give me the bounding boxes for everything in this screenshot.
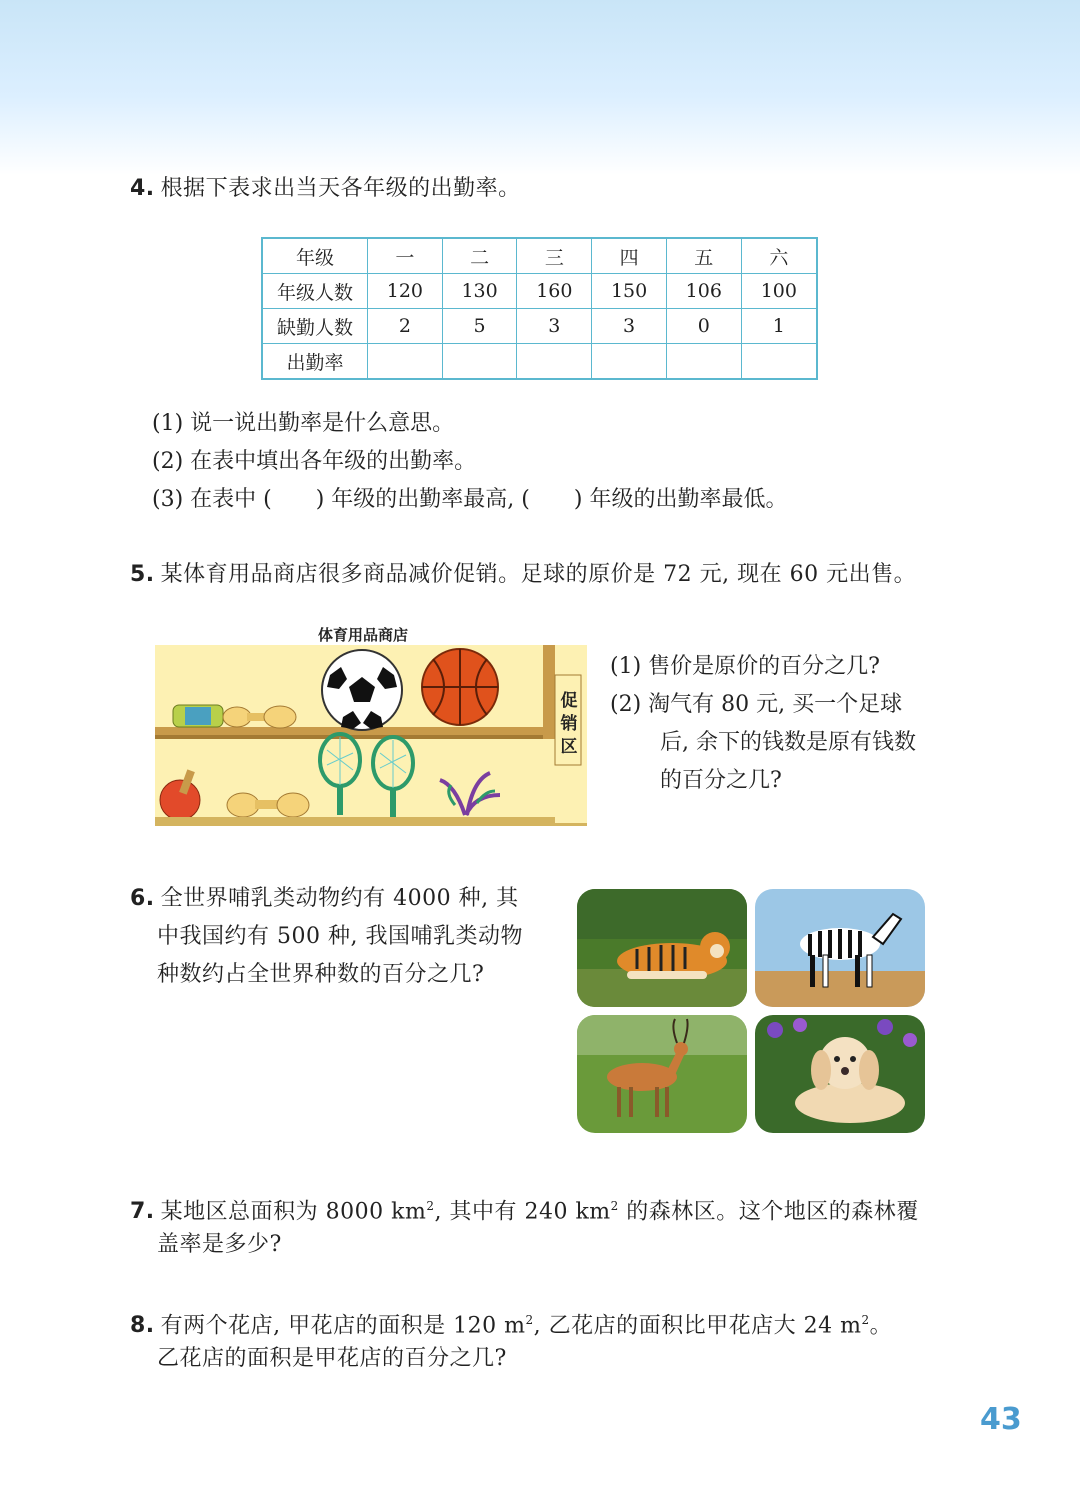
- q4-number: 4.: [130, 176, 155, 201]
- page-number: 43: [980, 1402, 1022, 1437]
- table-cell: 130: [442, 274, 517, 309]
- table-cell: 106: [666, 274, 741, 309]
- q7-line1: [130, 1187, 919, 1231]
- antelope-photo: [577, 1015, 747, 1133]
- header-band: [0, 0, 1080, 175]
- q4-sub3: (3) 在表中 ( ) 年级的出勤率最高, ( ) 年级的出勤率最低。: [152, 487, 788, 512]
- q7-superscript: 2: [610, 1199, 619, 1213]
- tiger-photo: [577, 889, 747, 1007]
- q6-text-line1: 全世界哺乳类动物约有 4000 种, 其: [160, 886, 519, 911]
- q6-number: 6.: [130, 886, 155, 911]
- q5-sub1: (1) 售价是原价的百分之几?: [610, 654, 880, 679]
- table-row: [262, 274, 817, 309]
- table-row: [262, 309, 817, 344]
- table-row: [262, 238, 817, 274]
- q8-superscript: 2: [861, 1313, 870, 1327]
- q4-sub2: (2) 在表中填出各年级的出勤率。: [152, 449, 477, 474]
- table-cell: 2: [368, 309, 443, 344]
- store-title: 体育用品商店: [318, 626, 409, 644]
- q5-sub2-line1: (2) 淘气有 80 元, 买一个足球: [610, 692, 903, 717]
- q7-line2: 盖率是多少?: [157, 1232, 282, 1257]
- grade-cell: 二: [442, 238, 517, 274]
- table-cell: 120: [368, 274, 443, 309]
- zebra-photo: [755, 889, 925, 1007]
- q8-text-c: 。: [869, 1313, 893, 1339]
- q6-line1: [130, 880, 519, 918]
- puppy-photo: [755, 1015, 925, 1133]
- q4-prompt: [130, 170, 521, 208]
- rate-cell: [517, 344, 592, 380]
- store-shelf-art: [155, 645, 587, 823]
- q8-superscript: 2: [525, 1313, 534, 1327]
- q7-number: 7.: [130, 1199, 155, 1225]
- table-cell: 150: [592, 274, 667, 309]
- table-cell: 1: [741, 309, 817, 344]
- q8-text-a: 有两个花店, 甲花店的面积是 120 m: [160, 1313, 526, 1339]
- rate-cell: [592, 344, 667, 380]
- table-cell: 5: [442, 309, 517, 344]
- q6-line3: 种数约占全世界种数的百分之几?: [157, 962, 485, 987]
- q8-number: 8.: [130, 1313, 155, 1339]
- q8-text-b: , 乙花店的面积比甲花店大 24 m: [533, 1313, 862, 1339]
- rate-cell: [442, 344, 517, 380]
- q5-sub2-line3: 的百分之几?: [660, 768, 782, 793]
- q8-line2: 乙花店的面积是甲花店的百分之几?: [157, 1346, 507, 1371]
- row-label: 年级人数: [262, 274, 368, 309]
- table-cell: 3: [592, 309, 667, 344]
- grade-cell: 四: [592, 238, 667, 274]
- sign-char: 区: [560, 737, 578, 757]
- rate-cell: [741, 344, 817, 380]
- q7-text-c: 的森林区。这个地区的森林覆: [618, 1199, 919, 1225]
- table-cell: 160: [517, 274, 592, 309]
- grade-cell: 五: [666, 238, 741, 274]
- row-label: 缺勤人数: [262, 309, 368, 344]
- table-row: [262, 344, 817, 380]
- attendance-table: [261, 237, 818, 380]
- q4-text: 根据下表求出当天各年级的出勤率。: [160, 176, 521, 201]
- q7-text-b: , 其中有 240 km: [434, 1199, 611, 1225]
- table-cell: 100: [741, 274, 817, 309]
- grade-cell: 六: [741, 238, 817, 274]
- q8-line1: [130, 1301, 892, 1345]
- table-cell: 0: [666, 309, 741, 344]
- q5-text: 某体育用品商店很多商品减价促销。足球的原价是 72 元, 现在 60 元出售。: [160, 562, 917, 587]
- row-label: 出勤率: [262, 344, 368, 380]
- table-cell: 3: [517, 309, 592, 344]
- grade-cell: 三: [517, 238, 592, 274]
- q5-number: 5.: [130, 562, 155, 587]
- sign-char: 促: [560, 691, 578, 711]
- promo-sign: [558, 690, 580, 759]
- q5-prompt: [130, 556, 916, 594]
- q5-sub2-line2: 后, 余下的钱数是原有钱数: [660, 730, 916, 755]
- grade-cell: 一: [368, 238, 443, 274]
- q4-sub1: (1) 说一说出勤率是什么意思。: [152, 411, 455, 436]
- table-header-cell: 年级: [262, 238, 368, 274]
- sports-store-illustration: [155, 645, 587, 826]
- q7-text-a: 某地区总面积为 8000 km: [160, 1199, 427, 1225]
- sign-char: 销: [560, 714, 578, 734]
- rate-cell: [666, 344, 741, 380]
- q7-superscript: 2: [426, 1199, 435, 1213]
- q6-line2: 中我国约有 500 种, 我国哺乳类动物: [157, 924, 523, 949]
- rate-cell: [368, 344, 443, 380]
